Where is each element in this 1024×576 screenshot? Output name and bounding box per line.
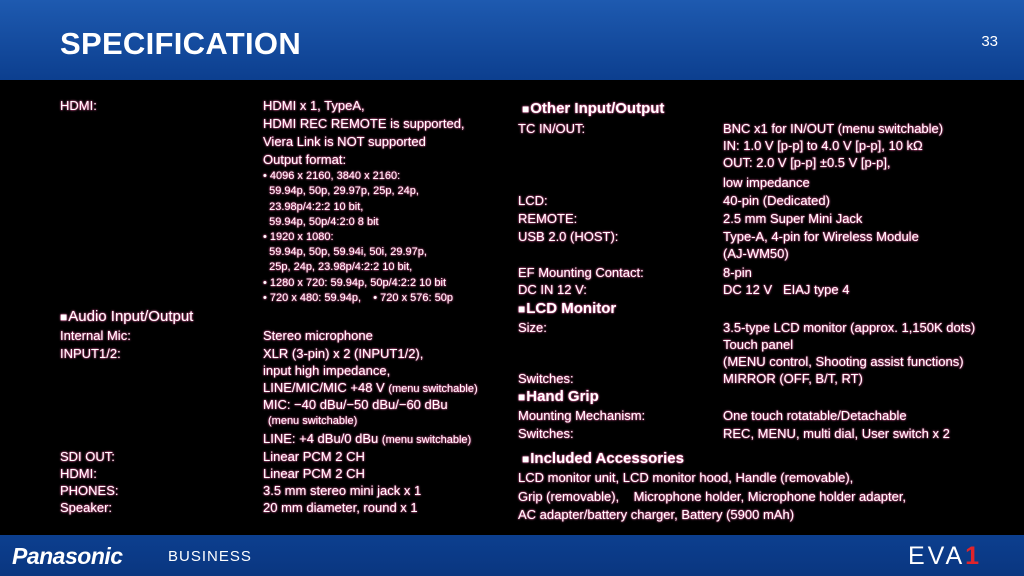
section-heading-audio [60, 308, 193, 325]
spec-value-phones: 3.5 mm stereo mini jack x 1 [263, 483, 422, 498]
panasonic-logo: Panasonic [12, 543, 123, 569]
spec-label-speaker: Speaker: [60, 500, 113, 515]
heading-text: Audio Input/Output [68, 308, 194, 325]
spec-value-hdmi-audio: Linear PCM 2 CH [263, 466, 365, 481]
spec-value-tc-4: low impedance [723, 175, 810, 190]
spec-label-lcd: LCD: [518, 193, 548, 208]
spec-value-ef: 8-pin [723, 265, 752, 280]
spec-value-mounting: One touch rotatable/Detachable [723, 408, 907, 423]
spec-label-hdmi-audio: HDMI: [60, 466, 97, 481]
section-heading-accessories [522, 450, 684, 467]
spec-label-ef: EF Mounting Contact: [518, 265, 644, 280]
menu-switchable-note: (menu switchable) [268, 415, 358, 427]
spec-value-size-3: (MENU control, Shooting assist functions) [723, 354, 964, 369]
spec-value-speaker: 20 mm diameter, round x 1 [263, 500, 418, 515]
spec-value-size-1: 3.5-type LCD monitor (approx. 1,150K dots) [723, 320, 976, 335]
spec-label-size: Size: [518, 320, 547, 335]
spec-value-tc-1: BNC x1 for IN/OUT (menu switchable) [723, 121, 944, 136]
spec-value-grip-switches: REC, MENU, multi dial, User switch x 2 [723, 426, 950, 441]
spec-value-usb-1: Type-A, 4-pin for Wireless Module [723, 229, 919, 244]
hdmi-format-line: 59.94p, 50p, 29.97p, 25p, 24p, [263, 185, 419, 197]
spec-label-internal-mic: Internal Mic: [60, 328, 131, 343]
heading-text: Other Input/Output [530, 100, 665, 117]
hdmi-format-line: 23.98p/4:2:2 10 bit, [263, 201, 364, 213]
hdmi-format-line: 25p, 24p, 23.98p/4:2:2 10 bit, [263, 261, 413, 273]
spec-label-lcd-switches: Switches: [518, 371, 574, 386]
accessories-line: AC adapter/battery charger, Battery (5900 mAh) [518, 507, 795, 522]
footer-bar [0, 535, 1024, 576]
menu-switchable-note: (menu switchable) [381, 434, 472, 446]
spec-label-hdmi: HDMI: [60, 98, 97, 113]
hdmi-format-line: 59.94p, 50p/4:2:0 8 bit [263, 216, 379, 228]
spec-value-lcd: 40-pin (Dedicated) [723, 193, 830, 208]
menu-switchable-note: (menu switchable) [388, 383, 478, 395]
heading-text: LCD Monitor [526, 300, 617, 317]
eva-one-text: 1 [965, 542, 983, 570]
spec-value-hdmi-1: HDMI x 1, TypeA, [263, 98, 365, 113]
bullet-square-icon: ■ [518, 390, 526, 404]
page-title: SPECIFICATION [60, 26, 302, 61]
section-heading-hand-grip [518, 388, 599, 405]
spec-label-grip-switches: Switches: [518, 426, 574, 441]
heading-text: Included Accessories [530, 450, 684, 467]
spec-value-lcd-switches: MIRROR (OFF, B/T, RT) [723, 371, 863, 386]
page-number: 33 [981, 33, 998, 50]
eva-text: EVA [908, 542, 966, 570]
spec-value-input12-2: input high impedance, [263, 363, 391, 378]
spec-label-sdi-out: SDI OUT: [60, 449, 115, 464]
spec-value-remote: 2.5 mm Super Mini Jack [723, 211, 863, 226]
heading-text: Hand Grip [526, 388, 599, 405]
spec-value-input12-4: MIC: −40 dBu/−50 dBu/−60 dBu [263, 397, 448, 412]
spec-value-input12-1: XLR (3-pin) x 2 (INPUT1/2), [263, 346, 424, 361]
spec-value-input12-3 [263, 380, 478, 395]
bullet-square-icon: ■ [522, 452, 530, 466]
spec-value-input12-5 [263, 431, 471, 446]
business-label: BUSINESS [168, 548, 252, 565]
spec-label-tc: TC IN/OUT: [518, 121, 586, 136]
bullet-square-icon: ■ [60, 310, 68, 324]
hdmi-format-line: • 1920 x 1080: [263, 231, 334, 243]
spec-value-hdmi-2: HDMI REC REMOTE is supported, [263, 116, 465, 131]
spec-value-hdmi-4: Output format: [263, 152, 347, 167]
bullet-square-icon: ■ [518, 302, 526, 316]
spec-label-dcin: DC IN 12 V: [518, 282, 587, 297]
spec-label-usb: USB 2.0 (HOST): [518, 229, 619, 244]
spec-value-usb-2: (AJ-WM50) [723, 246, 789, 261]
line-level-text: LINE: +4 dBu/0 dBu [263, 431, 379, 446]
spec-value-tc-3: OUT: 2.0 V [p-p] ±0.5 V [p-p], [723, 155, 891, 170]
hdmi-format-line: • 720 x 480: 59.94p, • 720 x 576: 50p [263, 292, 453, 304]
eva1-logo [908, 542, 982, 571]
spec-label-mounting: Mounting Mechanism: [518, 408, 646, 423]
spec-label-input12: INPUT1/2: [60, 346, 121, 361]
bullet-square-icon: ■ [522, 102, 530, 116]
section-heading-lcd-monitor [518, 300, 616, 317]
spec-value-sdi-out: Linear PCM 2 CH [263, 449, 365, 464]
line-mic-text: LINE/MIC/MIC +48 V [263, 380, 385, 395]
spec-label-remote: REMOTE: [518, 211, 578, 226]
hdmi-format-line: • 4096 x 2160, 3840 x 2160: [263, 170, 401, 182]
section-heading-other-io [522, 100, 664, 117]
spec-value-internal-mic: Stereo microphone [263, 328, 373, 343]
spec-value-dcin: DC 12 V EIAJ type 4 [723, 282, 850, 297]
spec-value-tc-2: IN: 1.0 V [p-p] to 4.0 V [p-p], 10 kΩ [723, 138, 923, 153]
spec-value-size-2: Touch panel [723, 337, 794, 352]
accessories-line: Grip (removable), Microphone holder, Microphone holder adapter, [518, 489, 907, 504]
hdmi-format-line: 59.94p, 50p, 59.94i, 50i, 29.97p, [263, 246, 427, 258]
spec-label-phones: PHONES: [60, 483, 119, 498]
accessories-line: LCD monitor unit, LCD monitor hood, Handle (removable), [518, 470, 854, 485]
spec-value-hdmi-3: Viera Link is NOT supported [263, 134, 426, 149]
hdmi-format-line: • 1280 x 720: 59.94p, 50p/4:2:2 10 bit [263, 277, 447, 289]
